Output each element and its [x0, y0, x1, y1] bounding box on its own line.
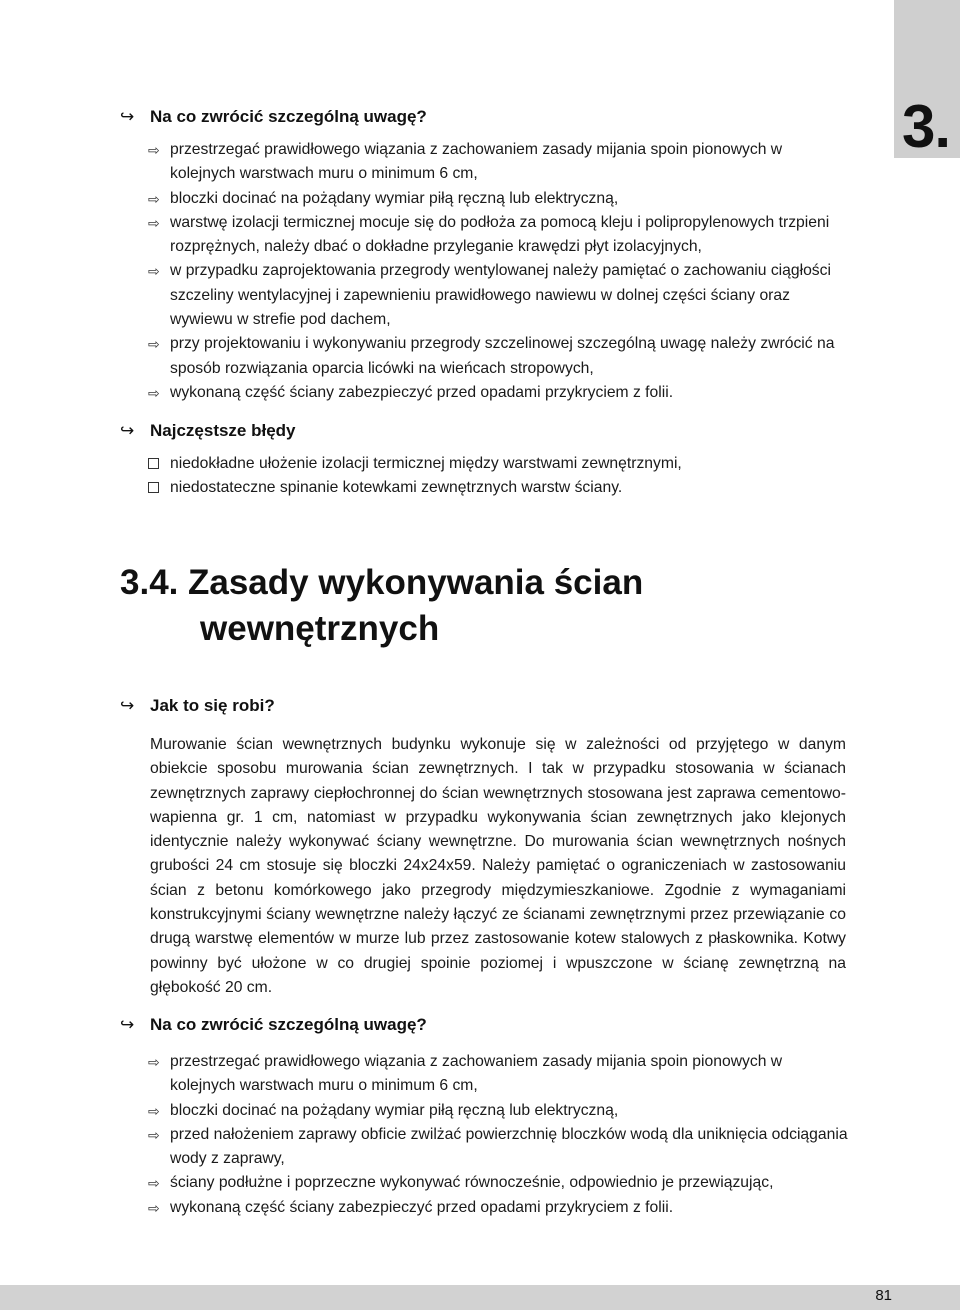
errors-list — [148, 452, 848, 501]
chapter-number: 3. — [901, 93, 950, 160]
heading-attention-2 — [120, 1014, 427, 1036]
arrow-right-icon: ⇨ — [148, 142, 160, 158]
hook-arrow-icon: ↪ — [120, 107, 135, 126]
arrow-right-icon: ⇨ — [148, 1102, 160, 1119]
arrow-right-icon: ⇨ — [148, 263, 160, 280]
hook-arrow-icon: ↪ — [120, 696, 135, 715]
arrow-right-icon: ⇨ — [148, 336, 160, 353]
list-item: ⇨ bloczki docinać na pożądany wymiar piłą ręczną lub elektryczną, — [148, 187, 848, 211]
attention-list-1 — [148, 138, 848, 405]
checkbox-square-icon — [148, 452, 170, 476]
arrow-right-icon: ⇨ — [148, 1054, 160, 1070]
list-item: niedostateczne spinanie kotewkami zewnętrznych warstw ściany. — [148, 476, 848, 500]
arrow-right-icon: ⇨ — [148, 384, 160, 401]
heading-text: Na co zwrócić szczególną uwagę? — [150, 1015, 427, 1034]
list-item: ⇨ wykonaną część ściany zabezpieczyć przed opadami przykryciem z folii. — [148, 381, 848, 405]
section-number: 3.4. — [120, 563, 179, 602]
hook-arrow-icon: ↪ — [120, 421, 135, 440]
arrow-right-icon: ⇨ — [148, 1175, 160, 1192]
list-item: ⇨ warstwę izolacji termicznej mocuje się do podłoża za pomocą kleju i polipropylenowych trzpieni rozprężnych, należy dbać o dokładne przyleganie krawędzi płyt izolacyjnych, — [148, 211, 848, 260]
list-item: niedokładne ułożenie izolacji termicznej między warstwami zewnętrznymi, — [148, 452, 848, 476]
list-item: ⇨ w przypadku zaprojektowania przegrody wentylowanej należy pamiętać o zachowaniu ciągłości szczeliny wentylacyjnej i zapewnieniu prawidłowego nawiewu w dolnej części ściany oraz wywiewu w strefie pod dachem, — [148, 259, 848, 332]
checkbox-square-icon — [148, 476, 170, 500]
heading-text: Najczęstsze błędy — [150, 421, 296, 440]
heading-attention-1 — [120, 106, 427, 128]
list-item: ⇨ przestrzegać prawidłowego wiązania z zachowaniem zasady mijania spoin pionowych w kolejnych warstwach muru o minimum 6 cm, — [148, 1050, 848, 1099]
arrow-right-icon: ⇨ — [148, 190, 160, 207]
list-item: ⇨ wykonaną część ściany zabezpieczyć przed opadami przykryciem z folii. — [148, 1196, 848, 1220]
list-item: ⇨ bloczki docinać na pożądany wymiar piłą ręczną lub elektryczną, — [148, 1099, 848, 1123]
heading-how-to — [120, 695, 275, 717]
heading-common-errors — [120, 420, 296, 442]
section-title-line2: wewnętrznych — [200, 609, 440, 648]
body-paragraph: Murowanie ścian wewnętrznych budynku wykonuje się w zależności od przyjętego w danym obiekcie sposobu murowania ścian zewnętrznych. I tak w przypadku stosowania w ścianach zewnętrznych zaprawy ciepłochronnej do ścian wewnętrznych stosowana jest zaprawa cementowo-wapienna gr. 1 cm, natomiast w przypadku wykonywania ścian zewnętrznych jako klejonych identycznie należy wykonywać ściany wewnętrzne. Do murowania ścian wewnętrznych nośnych grubości 24 cm stosuje się bloczki 24x24x59. Należy pamiętać o ograniczeniach w zastosowaniu ścian z betonu komórkowego jako przegrody międzymieszkaniowe. Zgodnie z wymaganiami konstrukcyjnymi ściany wewnętrzne należy łączyć ze ścianami zewnętrznymi przez przewiązanie co drugą warstwę elementów w murze lub przez zastosowanie kotew stalowych z płaskownika. Kotwy powinny być ułożone w co drugiej spoinie poziomej i wpuszczone w ścianę zewnętrzną na głębokość 20 cm. — [150, 736, 846, 996]
heading-text: Na co zwrócić szczególną uwagę? — [150, 107, 427, 126]
arrow-right-icon: ⇨ — [148, 1199, 160, 1216]
footer-bar — [0, 1285, 960, 1310]
attention-list-2 — [148, 1050, 848, 1220]
list-item: ⇨ przestrzegać prawidłowego wiązania z zachowaniem zasady mijania spoin pionowych w kolejnych warstwach muru o minimum 6 cm, — [148, 138, 848, 187]
list-item: ⇨ ściany podłużne i poprzeczne wykonywać równocześnie, odpowiednio je przewiązując, — [148, 1171, 848, 1195]
heading-text: Jak to się robi? — [150, 696, 275, 715]
page-number: 81 — [875, 1287, 892, 1304]
section-title — [120, 560, 643, 652]
hook-arrow-icon: ↪ — [120, 1015, 135, 1034]
section-title-line1: Zasady wykonywania ścian — [188, 563, 644, 602]
list-item: ⇨ przy projektowaniu i wykonywaniu przegrody szczelinowej szczególną uwagę należy zwrócić na sposób rozwiązania oparcia licówki na wieńcach stropowych, — [148, 332, 848, 381]
list-item: ⇨ przed nałożeniem zaprawy obficie zwilżać powierzchnię bloczków wodą dla uniknięcia odciągania wody z zaprawy, — [148, 1123, 848, 1172]
arrow-right-icon: ⇨ — [148, 1126, 160, 1143]
arrow-right-icon: ⇨ — [148, 214, 160, 231]
